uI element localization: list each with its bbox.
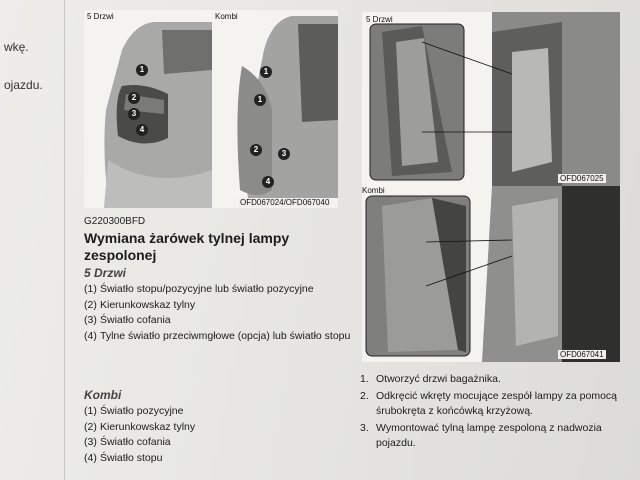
item-number: (2) <box>84 298 97 311</box>
callout-marker: 4 <box>262 176 274 188</box>
step-number: 1. <box>360 373 369 385</box>
list-item <box>84 329 354 345</box>
item-text: Światło stopu/pozycyjne lub światło pozycyjne <box>100 283 314 295</box>
item-text: Kierunkowskaz tylny <box>100 298 196 311</box>
callout-marker: 1 <box>254 94 266 106</box>
step-item <box>360 421 622 451</box>
step-number: 2. <box>360 390 369 402</box>
figure-label: 5 Drzwi <box>366 15 393 24</box>
item-number: (1) <box>84 405 97 417</box>
item-number: (4) <box>84 329 97 342</box>
figure-screws-hatch <box>362 12 620 186</box>
item-text: Tylne światło przeciwmgłowe (opcja) lub światło stopu <box>100 329 351 342</box>
item-text: Światło cofania <box>100 314 171 326</box>
figure-screws-kombi <box>362 186 620 362</box>
list-item <box>84 298 354 314</box>
wagon-illustration <box>212 10 338 208</box>
previous-text-line: wkę. <box>4 40 29 54</box>
step-text: Wymontować tylną lampę zespoloną z nadwozia pojazdu. <box>376 422 602 449</box>
list-item <box>84 435 354 451</box>
callout-marker: 2 <box>250 144 262 156</box>
callout-marker: 3 <box>128 108 140 120</box>
item-text: Światło pozycyjne <box>100 405 184 417</box>
kombi-heading: Kombi <box>84 388 122 402</box>
list-item <box>84 420 354 436</box>
item-number: (3) <box>84 436 97 448</box>
five-door-list <box>84 282 354 344</box>
figure-label: 5 Drzwi <box>87 12 114 21</box>
figure-code: OFD067025 <box>560 174 604 183</box>
previous-text-line: ojazdu. <box>4 78 43 92</box>
section-code: G220300BFD <box>84 216 146 227</box>
procedure-steps <box>360 372 622 453</box>
step-text: Otworzyć drzwi bagażnika. <box>376 373 501 385</box>
callout-marker: 1 <box>260 66 272 78</box>
figure-label: Kombi <box>215 12 238 21</box>
five-door-heading: 5 Drzwi <box>84 266 127 280</box>
item-number: (4) <box>84 451 97 464</box>
hatch-illustration <box>84 10 212 208</box>
kombi-list <box>84 404 354 466</box>
figure-code: OFD067041 <box>560 350 604 359</box>
hatch-screws-illustration <box>362 12 620 186</box>
figure-hatch-tail-lamp <box>84 10 212 208</box>
list-item <box>84 313 354 329</box>
step-number: 3. <box>360 422 369 434</box>
item-number: (2) <box>84 420 97 433</box>
list-item <box>84 404 354 420</box>
step-item <box>360 389 622 419</box>
item-number: (1) <box>84 283 97 295</box>
item-text: Światło cofania <box>100 436 171 448</box>
kombi-screws-illustration <box>362 186 620 362</box>
item-text: Kierunkowskaz tylny <box>100 420 196 433</box>
callout-marker: 4 <box>136 124 148 136</box>
step-item <box>360 372 622 387</box>
item-text: Światło stopu <box>100 451 163 464</box>
section-title: Wymiana żarówek tylnej lampy zespolonej <box>84 230 290 263</box>
previous-column <box>0 0 60 480</box>
step-text: Odkręcić wkręty mocujące zespół lampy za pomocą śrubokręta z końcówką krzyżową. <box>376 390 618 417</box>
item-number: (3) <box>84 314 97 326</box>
figure-label: Kombi <box>362 186 385 195</box>
figure-wagon-tail-lamp <box>212 10 338 208</box>
callout-marker: 3 <box>278 148 290 160</box>
figure-code: OFD067024/OFD067040 <box>240 198 330 207</box>
callout-marker: 1 <box>136 64 148 76</box>
callout-marker: 2 <box>128 92 140 104</box>
list-item <box>84 282 354 298</box>
column-divider <box>64 0 65 480</box>
list-item <box>84 451 354 467</box>
